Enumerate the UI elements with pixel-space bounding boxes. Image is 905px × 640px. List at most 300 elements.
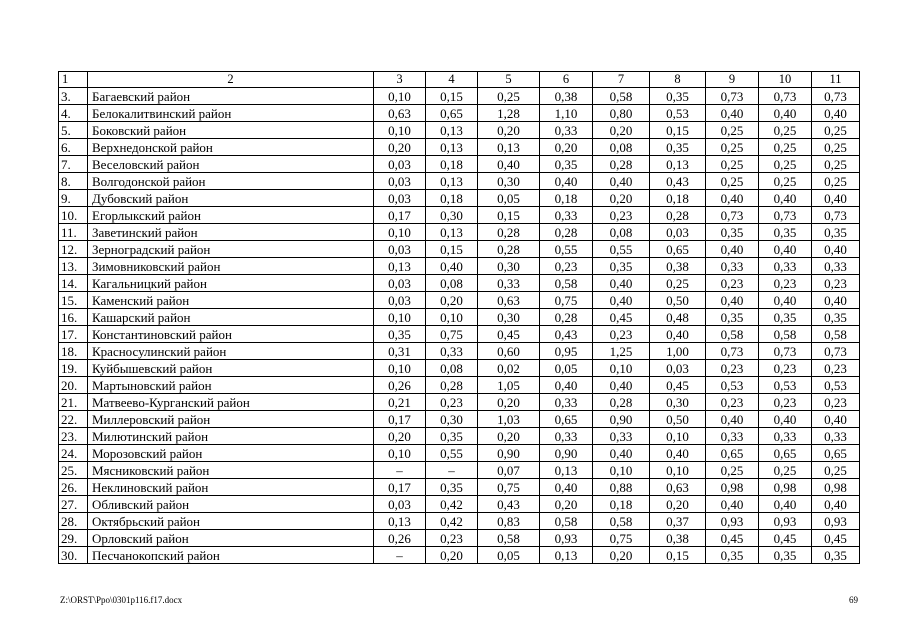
value-cell-col-9: 0,53 bbox=[706, 377, 759, 394]
value-cell-col-7: 0,08 bbox=[593, 139, 650, 156]
value-cell-col-7: 0,90 bbox=[593, 411, 650, 428]
value-cell-col-9: 0,73 bbox=[706, 88, 759, 105]
table-row bbox=[59, 156, 860, 173]
district-name-cell: Орловский район bbox=[88, 530, 374, 547]
row-number-cell: 22. bbox=[59, 411, 88, 428]
district-name-cell: Миллеровский район bbox=[88, 411, 374, 428]
value-cell-col-4: 0,13 bbox=[426, 122, 478, 139]
value-cell-col-11: 0,25 bbox=[812, 173, 860, 190]
table-header-row bbox=[59, 72, 860, 88]
value-cell-col-7: 0,75 bbox=[593, 530, 650, 547]
value-cell-col-6: 0,23 bbox=[540, 258, 593, 275]
footer-page-number: 69 bbox=[849, 595, 858, 605]
value-cell-col-4: 0,08 bbox=[426, 360, 478, 377]
table-row bbox=[59, 207, 860, 224]
value-cell-col-7: 0,55 bbox=[593, 241, 650, 258]
value-cell-col-10: 0,33 bbox=[759, 428, 812, 445]
value-cell-col-5: 0,28 bbox=[478, 241, 540, 258]
column-header-1: 1 bbox=[59, 72, 88, 88]
column-header-9: 9 bbox=[706, 72, 759, 88]
value-cell-col-9: 0,93 bbox=[706, 513, 759, 530]
table-row bbox=[59, 173, 860, 190]
value-cell-col-6: 0,28 bbox=[540, 224, 593, 241]
row-number-cell: 24. bbox=[59, 445, 88, 462]
district-name-cell: Заветинский район bbox=[88, 224, 374, 241]
value-cell-col-4: 0,42 bbox=[426, 513, 478, 530]
district-name-cell: Боковский район bbox=[88, 122, 374, 139]
value-cell-col-7: 0,45 bbox=[593, 309, 650, 326]
value-cell-col-5: 1,05 bbox=[478, 377, 540, 394]
value-cell-col-8: 0,28 bbox=[650, 207, 706, 224]
value-cell-col-6: 1,10 bbox=[540, 105, 593, 122]
value-cell-col-6: 0,93 bbox=[540, 530, 593, 547]
column-header-4: 4 bbox=[426, 72, 478, 88]
value-cell-col-10: 0,23 bbox=[759, 360, 812, 377]
value-cell-col-10: 0,25 bbox=[759, 173, 812, 190]
value-cell-col-4: 0,35 bbox=[426, 428, 478, 445]
value-cell-col-11: 0,35 bbox=[812, 309, 860, 326]
district-name-cell: Матвеево-Курганский район bbox=[88, 394, 374, 411]
row-number-cell: 21. bbox=[59, 394, 88, 411]
value-cell-col-7: 0,20 bbox=[593, 122, 650, 139]
value-cell-col-8: 0,35 bbox=[650, 88, 706, 105]
district-name-cell: Обливский район bbox=[88, 496, 374, 513]
value-cell-col-10: 0,40 bbox=[759, 105, 812, 122]
row-number-cell: 27. bbox=[59, 496, 88, 513]
value-cell-col-6: 0,13 bbox=[540, 547, 593, 564]
row-number-cell: 19. bbox=[59, 360, 88, 377]
value-cell-col-10: 0,58 bbox=[759, 326, 812, 343]
row-number-cell: 4. bbox=[59, 105, 88, 122]
value-cell-col-4: 0,15 bbox=[426, 241, 478, 258]
value-cell-col-3: 0,17 bbox=[374, 479, 426, 496]
value-cell-col-10: 0,25 bbox=[759, 122, 812, 139]
value-cell-col-9: 0,23 bbox=[706, 394, 759, 411]
value-cell-col-3: 0,10 bbox=[374, 122, 426, 139]
table-row bbox=[59, 258, 860, 275]
value-cell-col-9: 0,25 bbox=[706, 139, 759, 156]
value-cell-col-8: 0,10 bbox=[650, 428, 706, 445]
value-cell-col-10: 0,35 bbox=[759, 224, 812, 241]
value-cell-col-9: 0,58 bbox=[706, 326, 759, 343]
value-cell-col-9: 0,35 bbox=[706, 309, 759, 326]
value-cell-col-9: 0,40 bbox=[706, 496, 759, 513]
value-cell-col-10: 0,23 bbox=[759, 394, 812, 411]
value-cell-col-4: 0,42 bbox=[426, 496, 478, 513]
value-cell-col-10: 0,98 bbox=[759, 479, 812, 496]
value-cell-col-10: 0,73 bbox=[759, 88, 812, 105]
column-header-8: 8 bbox=[650, 72, 706, 88]
footer-file-path: Z:\ORST\Ppo\0301p116.f17.docx bbox=[60, 595, 183, 605]
value-cell-col-5: 0,20 bbox=[478, 122, 540, 139]
row-number-cell: 17. bbox=[59, 326, 88, 343]
district-name-cell: Мясниковский район bbox=[88, 462, 374, 479]
value-cell-col-8: 0,03 bbox=[650, 360, 706, 377]
value-cell-col-4: 0,75 bbox=[426, 326, 478, 343]
value-cell-col-11: 0,40 bbox=[812, 241, 860, 258]
value-cell-col-3: 0,26 bbox=[374, 377, 426, 394]
value-cell-col-11: 0,25 bbox=[812, 122, 860, 139]
value-cell-col-11: 0,73 bbox=[812, 88, 860, 105]
value-cell-col-5: 0,25 bbox=[478, 88, 540, 105]
value-cell-col-11: 0,23 bbox=[812, 360, 860, 377]
table-row bbox=[59, 360, 860, 377]
value-cell-col-6: 0,20 bbox=[540, 139, 593, 156]
value-cell-col-7: 0,58 bbox=[593, 513, 650, 530]
value-cell-col-3: 0,17 bbox=[374, 411, 426, 428]
value-cell-col-11: 0,40 bbox=[812, 411, 860, 428]
value-cell-col-10: 0,93 bbox=[759, 513, 812, 530]
district-name-cell: Мартыновский район bbox=[88, 377, 374, 394]
value-cell-col-3: 0,10 bbox=[374, 360, 426, 377]
value-cell-col-4: 0,15 bbox=[426, 88, 478, 105]
value-cell-col-7: 0,20 bbox=[593, 547, 650, 564]
value-cell-col-11: 0,35 bbox=[812, 547, 860, 564]
value-cell-col-9: 0,25 bbox=[706, 122, 759, 139]
value-cell-col-7: 0,28 bbox=[593, 156, 650, 173]
value-cell-col-3: 0,20 bbox=[374, 428, 426, 445]
value-cell-col-11: 0,25 bbox=[812, 462, 860, 479]
value-cell-col-11: 0,45 bbox=[812, 530, 860, 547]
district-name-cell: Октябрьский район bbox=[88, 513, 374, 530]
table-row bbox=[59, 428, 860, 445]
value-cell-col-3: 0,03 bbox=[374, 275, 426, 292]
value-cell-col-7: 0,40 bbox=[593, 292, 650, 309]
table-row bbox=[59, 88, 860, 105]
row-number-cell: 6. bbox=[59, 139, 88, 156]
value-cell-col-3: 0,13 bbox=[374, 258, 426, 275]
row-number-cell: 20. bbox=[59, 377, 88, 394]
value-cell-col-6: 0,40 bbox=[540, 377, 593, 394]
value-cell-col-10: 0,25 bbox=[759, 462, 812, 479]
value-cell-col-5: 0,30 bbox=[478, 309, 540, 326]
value-cell-col-5: 0,83 bbox=[478, 513, 540, 530]
value-cell-col-10: 0,40 bbox=[759, 292, 812, 309]
district-name-cell: Песчанокопский район bbox=[88, 547, 374, 564]
table-row bbox=[59, 445, 860, 462]
value-cell-col-4: 0,30 bbox=[426, 411, 478, 428]
value-cell-col-11: 0,40 bbox=[812, 496, 860, 513]
value-cell-col-6: 0,05 bbox=[540, 360, 593, 377]
value-cell-col-8: 0,63 bbox=[650, 479, 706, 496]
value-cell-col-6: 0,75 bbox=[540, 292, 593, 309]
value-cell-col-7: 0,40 bbox=[593, 173, 650, 190]
value-cell-col-6: 0,33 bbox=[540, 207, 593, 224]
row-number-cell: 13. bbox=[59, 258, 88, 275]
value-cell-col-10: 0,25 bbox=[759, 156, 812, 173]
row-number-cell: 15. bbox=[59, 292, 88, 309]
value-cell-col-5: 0,43 bbox=[478, 496, 540, 513]
district-name-cell: Константиновский район bbox=[88, 326, 374, 343]
column-header-10: 10 bbox=[759, 72, 812, 88]
value-cell-col-9: 0,40 bbox=[706, 190, 759, 207]
value-cell-col-5: 0,20 bbox=[478, 394, 540, 411]
value-cell-col-6: 0,35 bbox=[540, 156, 593, 173]
row-number-cell: 28. bbox=[59, 513, 88, 530]
table-row bbox=[59, 547, 860, 564]
value-cell-col-8: 0,30 bbox=[650, 394, 706, 411]
value-cell-col-7: 0,58 bbox=[593, 88, 650, 105]
district-name-cell: Багаевский район bbox=[88, 88, 374, 105]
value-cell-col-11: 0,65 bbox=[812, 445, 860, 462]
value-cell-col-4: 0,08 bbox=[426, 275, 478, 292]
value-cell-col-9: 0,23 bbox=[706, 360, 759, 377]
value-cell-col-10: 0,53 bbox=[759, 377, 812, 394]
value-cell-col-7: 0,40 bbox=[593, 445, 650, 462]
value-cell-col-6: 0,58 bbox=[540, 275, 593, 292]
row-number-cell: 29. bbox=[59, 530, 88, 547]
row-number-cell: 30. bbox=[59, 547, 88, 564]
value-cell-col-6: 0,40 bbox=[540, 479, 593, 496]
table-row bbox=[59, 479, 860, 496]
value-cell-col-5: 0,40 bbox=[478, 156, 540, 173]
value-cell-col-8: 0,35 bbox=[650, 139, 706, 156]
value-cell-col-11: 0,40 bbox=[812, 105, 860, 122]
value-cell-col-10: 0,73 bbox=[759, 207, 812, 224]
value-cell-col-8: 0,45 bbox=[650, 377, 706, 394]
row-number-cell: 25. bbox=[59, 462, 88, 479]
value-cell-col-9: 0,25 bbox=[706, 156, 759, 173]
value-cell-col-10: 0,33 bbox=[759, 258, 812, 275]
value-cell-col-8: 0,53 bbox=[650, 105, 706, 122]
district-name-cell: Егорлыкский район bbox=[88, 207, 374, 224]
value-cell-col-6: 0,43 bbox=[540, 326, 593, 343]
row-number-cell: 9. bbox=[59, 190, 88, 207]
value-cell-col-4: 0,40 bbox=[426, 258, 478, 275]
value-cell-col-6: 0,90 bbox=[540, 445, 593, 462]
table-row bbox=[59, 462, 860, 479]
row-number-cell: 7. bbox=[59, 156, 88, 173]
column-header-3: 3 bbox=[374, 72, 426, 88]
value-cell-col-10: 0,35 bbox=[759, 547, 812, 564]
value-cell-col-6: 0,38 bbox=[540, 88, 593, 105]
value-cell-col-4: 0,28 bbox=[426, 377, 478, 394]
row-number-cell: 11. bbox=[59, 224, 88, 241]
value-cell-col-6: 0,33 bbox=[540, 428, 593, 445]
value-cell-col-9: 0,40 bbox=[706, 241, 759, 258]
value-cell-col-6: 0,33 bbox=[540, 122, 593, 139]
value-cell-col-3: 0,21 bbox=[374, 394, 426, 411]
value-cell-col-5: 0,30 bbox=[478, 173, 540, 190]
value-cell-col-8: 0,03 bbox=[650, 224, 706, 241]
value-cell-col-7: 0,35 bbox=[593, 258, 650, 275]
table-row bbox=[59, 496, 860, 513]
value-cell-col-7: 0,88 bbox=[593, 479, 650, 496]
value-cell-col-9: 0,65 bbox=[706, 445, 759, 462]
district-name-cell: Куйбышевский район bbox=[88, 360, 374, 377]
value-cell-col-7: 0,18 bbox=[593, 496, 650, 513]
value-cell-col-8: 0,13 bbox=[650, 156, 706, 173]
table-row bbox=[59, 224, 860, 241]
value-cell-col-5: 0,75 bbox=[478, 479, 540, 496]
value-cell-col-8: 0,25 bbox=[650, 275, 706, 292]
value-cell-col-8: 0,18 bbox=[650, 190, 706, 207]
value-cell-col-9: 0,35 bbox=[706, 224, 759, 241]
value-cell-col-7: 0,10 bbox=[593, 462, 650, 479]
value-cell-col-8: 0,38 bbox=[650, 530, 706, 547]
value-cell-col-3: 0,10 bbox=[374, 224, 426, 241]
value-cell-col-7: 0,23 bbox=[593, 207, 650, 224]
value-cell-col-9: 0,98 bbox=[706, 479, 759, 496]
value-cell-col-4: 0,23 bbox=[426, 394, 478, 411]
row-number-cell: 14. bbox=[59, 275, 88, 292]
value-cell-col-3: 0,10 bbox=[374, 309, 426, 326]
district-name-cell: Морозовский район bbox=[88, 445, 374, 462]
district-name-cell: Зимовниковский район bbox=[88, 258, 374, 275]
value-cell-col-8: 1,00 bbox=[650, 343, 706, 360]
value-cell-col-3: 0,10 bbox=[374, 88, 426, 105]
table-row bbox=[59, 241, 860, 258]
value-cell-col-5: 0,60 bbox=[478, 343, 540, 360]
value-cell-col-11: 0,40 bbox=[812, 190, 860, 207]
value-cell-col-11: 0,25 bbox=[812, 139, 860, 156]
value-cell-col-7: 0,08 bbox=[593, 224, 650, 241]
value-cell-col-11: 0,73 bbox=[812, 343, 860, 360]
district-name-cell: Красносулинский район bbox=[88, 343, 374, 360]
value-cell-col-3: – bbox=[374, 547, 426, 564]
value-cell-col-5: 0,05 bbox=[478, 547, 540, 564]
row-number-cell: 3. bbox=[59, 88, 88, 105]
value-cell-col-11: 0,58 bbox=[812, 326, 860, 343]
value-cell-col-7: 0,28 bbox=[593, 394, 650, 411]
value-cell-col-6: 0,40 bbox=[540, 173, 593, 190]
column-header-6: 6 bbox=[540, 72, 593, 88]
value-cell-col-9: 0,25 bbox=[706, 173, 759, 190]
row-number-cell: 5. bbox=[59, 122, 88, 139]
value-cell-col-6: 0,58 bbox=[540, 513, 593, 530]
value-cell-col-3: 0,31 bbox=[374, 343, 426, 360]
value-cell-col-8: 0,10 bbox=[650, 462, 706, 479]
table-row bbox=[59, 309, 860, 326]
value-cell-col-9: 0,23 bbox=[706, 275, 759, 292]
value-cell-col-10: 0,45 bbox=[759, 530, 812, 547]
table-row bbox=[59, 139, 860, 156]
value-cell-col-7: 0,23 bbox=[593, 326, 650, 343]
value-cell-col-5: 0,33 bbox=[478, 275, 540, 292]
value-cell-col-4: 0,13 bbox=[426, 224, 478, 241]
district-name-cell: Волгодонской район bbox=[88, 173, 374, 190]
value-cell-col-3: 0,03 bbox=[374, 292, 426, 309]
value-cell-col-10: 0,73 bbox=[759, 343, 812, 360]
value-cell-col-9: 0,33 bbox=[706, 258, 759, 275]
value-cell-col-10: 0,23 bbox=[759, 275, 812, 292]
value-cell-col-4: 0,35 bbox=[426, 479, 478, 496]
value-cell-col-9: 0,45 bbox=[706, 530, 759, 547]
value-cell-col-4: – bbox=[426, 462, 478, 479]
table-row bbox=[59, 190, 860, 207]
value-cell-col-5: 0,30 bbox=[478, 258, 540, 275]
value-cell-col-10: 0,65 bbox=[759, 445, 812, 462]
district-name-cell: Дубовский район bbox=[88, 190, 374, 207]
value-cell-col-5: 0,05 bbox=[478, 190, 540, 207]
value-cell-col-8: 0,48 bbox=[650, 309, 706, 326]
value-cell-col-3: 0,20 bbox=[374, 139, 426, 156]
value-cell-col-8: 0,38 bbox=[650, 258, 706, 275]
district-name-cell: Кагальницкий район bbox=[88, 275, 374, 292]
value-cell-col-3: 0,03 bbox=[374, 156, 426, 173]
value-cell-col-3: 0,03 bbox=[374, 190, 426, 207]
value-cell-col-7: 0,10 bbox=[593, 360, 650, 377]
value-cell-col-10: 0,40 bbox=[759, 241, 812, 258]
table-row bbox=[59, 343, 860, 360]
value-cell-col-11: 0,35 bbox=[812, 224, 860, 241]
value-cell-col-3: 0,17 bbox=[374, 207, 426, 224]
value-cell-col-9: 0,33 bbox=[706, 428, 759, 445]
table-row bbox=[59, 105, 860, 122]
district-name-cell: Белокалитвинский район bbox=[88, 105, 374, 122]
value-cell-col-8: 0,37 bbox=[650, 513, 706, 530]
value-cell-col-11: 0,53 bbox=[812, 377, 860, 394]
value-cell-col-4: 0,13 bbox=[426, 173, 478, 190]
column-header-5: 5 bbox=[478, 72, 540, 88]
value-cell-col-7: 0,20 bbox=[593, 190, 650, 207]
value-cell-col-5: 0,45 bbox=[478, 326, 540, 343]
district-name-cell: Веселовский район bbox=[88, 156, 374, 173]
value-cell-col-10: 0,40 bbox=[759, 411, 812, 428]
district-name-cell: Верхнедонской район bbox=[88, 139, 374, 156]
value-cell-col-5: 1,28 bbox=[478, 105, 540, 122]
value-cell-col-6: 0,65 bbox=[540, 411, 593, 428]
value-cell-col-8: 0,15 bbox=[650, 547, 706, 564]
value-cell-col-11: 0,23 bbox=[812, 275, 860, 292]
value-cell-col-10: 0,40 bbox=[759, 190, 812, 207]
value-cell-col-9: 0,73 bbox=[706, 343, 759, 360]
district-name-cell: Зерноградский район bbox=[88, 241, 374, 258]
value-cell-col-7: 0,33 bbox=[593, 428, 650, 445]
value-cell-col-6: 0,95 bbox=[540, 343, 593, 360]
value-cell-col-3: 0,13 bbox=[374, 513, 426, 530]
value-cell-col-6: 0,20 bbox=[540, 496, 593, 513]
value-cell-col-5: 1,03 bbox=[478, 411, 540, 428]
value-cell-col-5: 0,28 bbox=[478, 224, 540, 241]
row-number-cell: 8. bbox=[59, 173, 88, 190]
district-table bbox=[58, 71, 860, 564]
value-cell-col-11: 0,25 bbox=[812, 156, 860, 173]
value-cell-col-5: 0,58 bbox=[478, 530, 540, 547]
table-row bbox=[59, 292, 860, 309]
value-cell-col-11: 0,23 bbox=[812, 394, 860, 411]
value-cell-col-4: 0,33 bbox=[426, 343, 478, 360]
value-cell-col-3: 0,10 bbox=[374, 445, 426, 462]
value-cell-col-3: 0,03 bbox=[374, 496, 426, 513]
value-cell-col-4: 0,65 bbox=[426, 105, 478, 122]
value-cell-col-4: 0,10 bbox=[426, 309, 478, 326]
value-cell-col-10: 0,35 bbox=[759, 309, 812, 326]
value-cell-col-11: 0,33 bbox=[812, 428, 860, 445]
district-name-cell: Кашарский район bbox=[88, 309, 374, 326]
table-row bbox=[59, 513, 860, 530]
column-header-7: 7 bbox=[593, 72, 650, 88]
table-row bbox=[59, 377, 860, 394]
value-cell-col-9: 0,73 bbox=[706, 207, 759, 224]
row-number-cell: 26. bbox=[59, 479, 88, 496]
value-cell-col-11: 0,33 bbox=[812, 258, 860, 275]
table-row bbox=[59, 326, 860, 343]
value-cell-col-6: 0,18 bbox=[540, 190, 593, 207]
value-cell-col-8: 0,40 bbox=[650, 445, 706, 462]
value-cell-col-11: 0,98 bbox=[812, 479, 860, 496]
value-cell-col-6: 0,13 bbox=[540, 462, 593, 479]
value-cell-col-8: 0,20 bbox=[650, 496, 706, 513]
row-number-cell: 10. bbox=[59, 207, 88, 224]
value-cell-col-3: 0,03 bbox=[374, 173, 426, 190]
row-number-cell: 18. bbox=[59, 343, 88, 360]
value-cell-col-4: 0,23 bbox=[426, 530, 478, 547]
value-cell-col-3: 0,35 bbox=[374, 326, 426, 343]
value-cell-col-3: 0,03 bbox=[374, 241, 426, 258]
value-cell-col-5: 0,07 bbox=[478, 462, 540, 479]
value-cell-col-5: 0,63 bbox=[478, 292, 540, 309]
